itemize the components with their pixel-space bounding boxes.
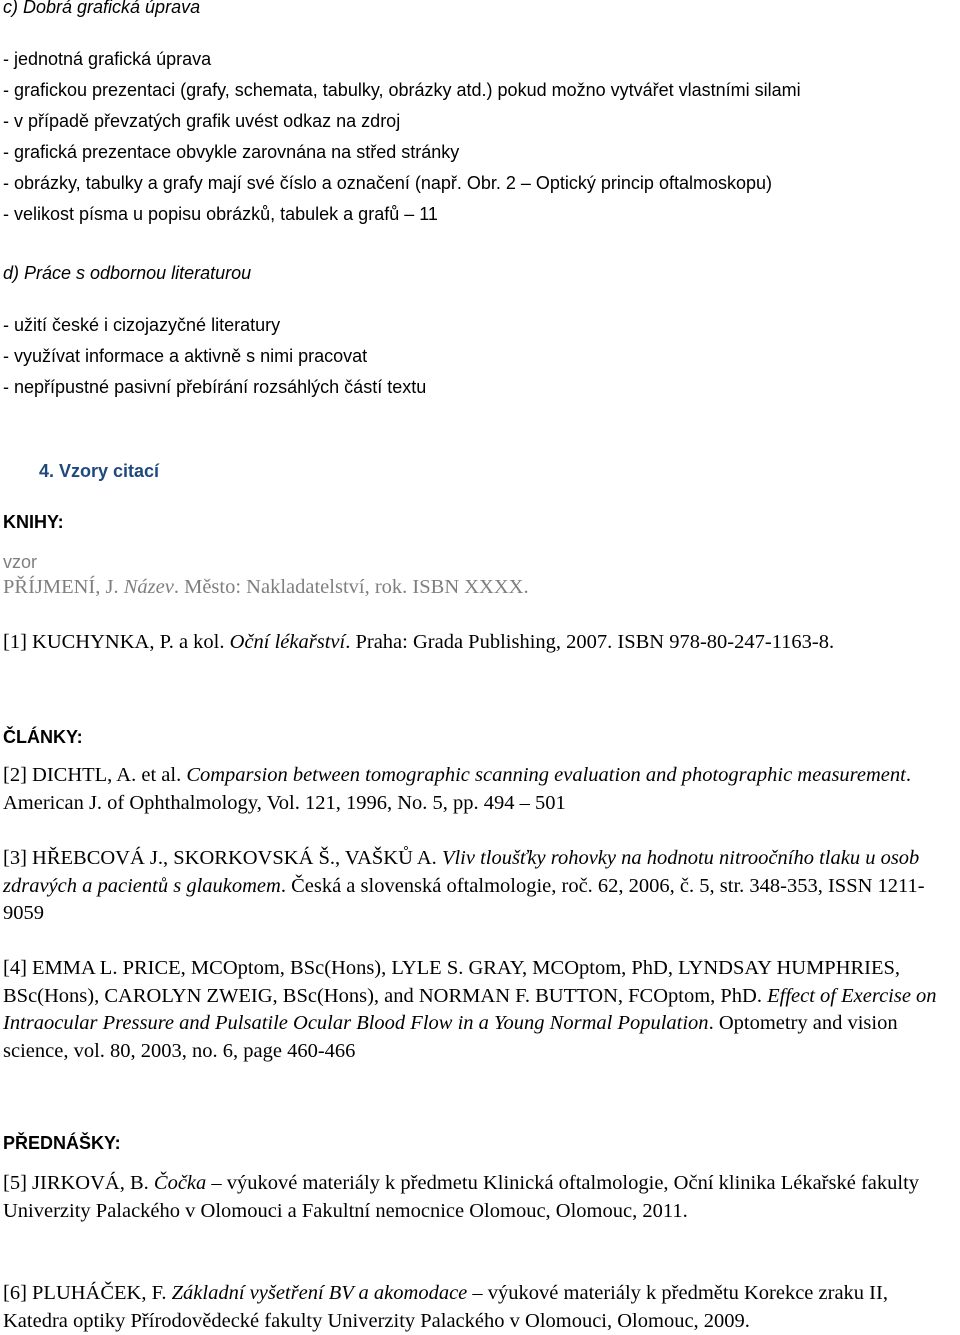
reference-1: [1] KUCHYNKA, P. a kol. Oční lékařství. Praha: Grada Publishing, 2007. ISBN 978-80-247-1163-8.	[3, 631, 835, 653]
section-c-line-4: - grafická prezentace obvykle zarovnána na střed stránky	[3, 142, 460, 162]
citation-template: PŘÍJMENÍ, J. Název. Město: Nakladatelství, rok. ISBN XXXX.	[3, 576, 529, 598]
reference-2: [2] DICHTL, A. et al. Comparsion between tomographic scanning evaluation and photographic measurement. American J. of Ophthalmology, Vol. 121, 1996, No. 5, pp. 494 – 501	[3, 764, 911, 814]
section-4-heading: 4. Vzory citací	[39, 461, 160, 481]
section-c-line-3: - v případě převzatých grafik uvést odkaz na zdroj	[3, 111, 401, 131]
section-d-line-2: - využívat informace a aktivně s nimi pracovat	[3, 346, 368, 366]
section-d-line-3: - nepřípustné pasivní přebírání rozsáhlých částí textu	[3, 377, 427, 397]
articles-label: ČLÁNKY:	[3, 727, 83, 747]
section-c-line-5: - obrázky, tabulky a grafy mají své číslo a označení (např. Obr. 2 – Optický princip oftalmoskopu)	[3, 173, 772, 193]
reference-6: [6] PLUHÁČEK, F. Základní vyšetření BV a akomodace – výukové materiály k předmětu Korekce zraku II, Katedra optiky Přírodovědecké fakulty Univerzity Palackého v Olomouci, Olomouc, 2009.	[3, 1282, 888, 1332]
reference-3: [3] HŘEBCOVÁ J., SKORKOVSKÁ Š., VAŠKŮ A. Vliv tloušťky rohovky na hodnotu nitroočního tlaku u osob zdravých a pacientů s glaukomem. Česká a slovenská oftalmologie, roč. 62, 2006, č. 5, str. 348-353, ISSN 1211-9059	[3, 847, 925, 924]
section-c-line-1: - jednotná grafická úprava	[3, 49, 212, 69]
section-c-line-6: - velikost písma u popisu obrázků, tabulek a grafů – 11	[3, 204, 438, 224]
section-d-heading: d) Práce s odbornou literaturou	[3, 263, 252, 283]
lectures-label: PŘEDNÁŠKY:	[3, 1133, 121, 1153]
books-label: KNIHY:	[3, 512, 64, 532]
section-c-line-2: - grafickou prezentaci (grafy, schemata, tabulky, obrázky atd.) pokud možno vytvářet vlastními silami	[3, 80, 801, 100]
section-d-line-1: - užití české i cizojazyčné literatury	[3, 315, 281, 335]
reference-5: [5] JIRKOVÁ, B. Čočka – výukové materiály k předmetu Klinická oftalmologie, Oční klinika Lékařské fakulty Univerzity Palackého v Olomouci a Fakultní nemocnice Olomouc, Olomouc, 2011.	[3, 1172, 920, 1222]
reference-4: [4] EMMA L. PRICE, MCOptom, BSc(Hons), LYLE S. GRAY, MCOptom, PhD, LYNDSAY HUMPHRIES, BSc(Hons), CAROLYN ZWEIG, BSc(Hons), and NORMAN F. BUTTON, FCOptom, PhD. Effect of Exercise on Intraocular Pressure and Pulsatile Ocular Blood Flow in a Young Normal Population. Optometry and vision science, vol. 80, 2003, no. 6, page 460-466	[3, 957, 937, 1062]
template-label: vzor	[3, 552, 38, 572]
section-c-heading: c) Dobrá grafická úprava	[3, 0, 201, 17]
